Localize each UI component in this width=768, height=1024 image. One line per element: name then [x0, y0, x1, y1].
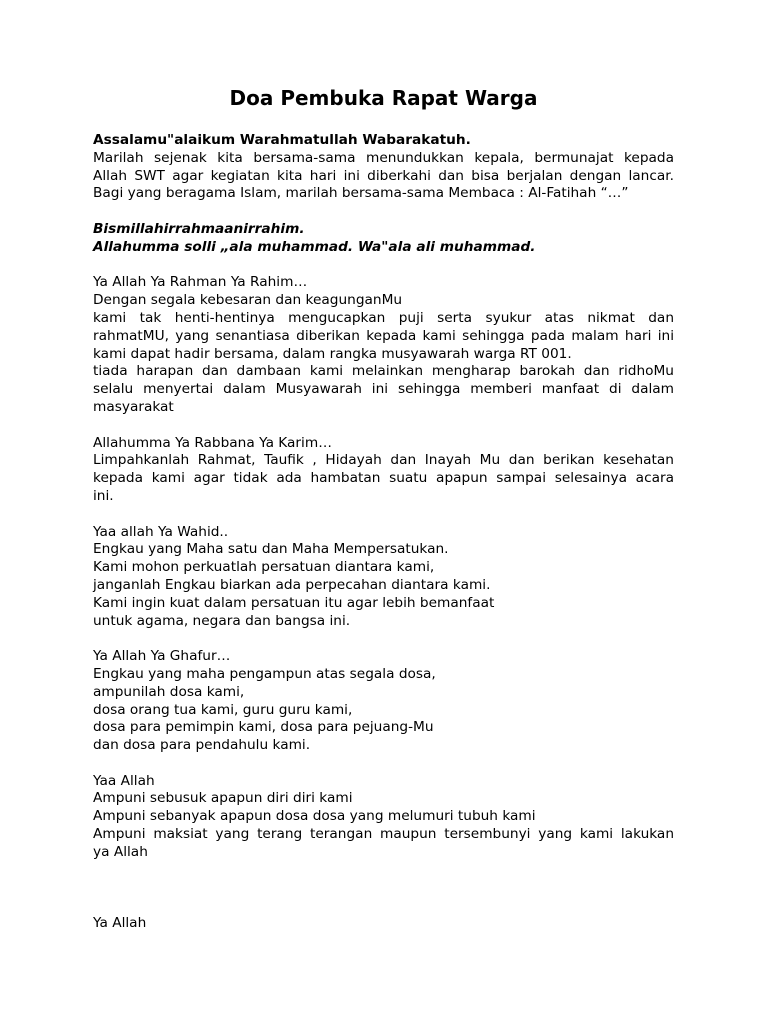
text-line: dosa orang tua kami, guru guru kami, — [93, 701, 353, 718]
text-line: Ampuni sebanyak apapun dosa dosa yang melumuri tubuh kami — [93, 808, 536, 825]
text-line: Dengan segala kebesaran dan keagunganMu — [93, 292, 403, 309]
wahid-paragraph — [93, 524, 674, 631]
text-line: Engkau yang maha pengampun atas segala dosa, — [93, 665, 436, 682]
text-line: Allah SWT agar kegiatan kita hari ini diberkahi dan bisa berjalan dengan lancar. — [93, 167, 674, 184]
text-line: ya Allah — [93, 843, 148, 860]
text-line: Limpahkanlah Rahmat, Taufik , Hidayah dan Inayah Mu dan berikan kesehatan — [93, 452, 674, 469]
ampuni-paragraph — [93, 773, 674, 862]
salam-line: Assalamu"alaikum Warahmatullah Wabarakatuh. — [93, 132, 471, 148]
text-line: Allahumma solli „ala muhammad. Wa"ala ali muhammad. — [93, 238, 536, 255]
text-line: ini. — [93, 487, 114, 504]
text-line: Engkau yang Maha satu dan Maha Mempersatukan. — [93, 541, 449, 558]
text-line: masyarakat — [93, 398, 174, 415]
text-line: untuk agama, negara dan bangsa ini. — [93, 612, 351, 629]
text-line: Ampuni maksiat yang terang terangan maupun tersembunyi yang kami lakukan — [93, 826, 674, 843]
closing-paragraph — [93, 915, 674, 933]
text-line: dosa para pemimpin kami, dosa para pejuang-Mu — [93, 719, 434, 736]
text-line: Ya Allah Ya Rahman Ya Rahim… — [93, 274, 308, 291]
text-line: janganlah Engkau biarkan ada perpecahan diantara kami. — [93, 576, 491, 593]
text-line: Kami mohon perkuatlah persatuan diantara kami, — [93, 559, 435, 576]
karim-paragraph — [93, 435, 674, 506]
text-line: Marilah sejenak kita bersama-sama menundukkan kepala, bermunajat kepada — [93, 149, 674, 166]
text-line: ampunilah dosa kami, — [93, 683, 245, 700]
text-line: Kami ingin kuat dalam persatuan itu agar lebih bemanfaat — [93, 594, 495, 611]
text-line: kami dapat hadir bersama, dalam rangka musyawarah warga RT 001. — [93, 345, 572, 362]
text-line: Ya Allah — [93, 915, 147, 932]
ghafur-paragraph — [93, 648, 674, 755]
text-line: Bismillahirrahmaanirrahim. — [93, 220, 305, 237]
text-line: Bagi yang beragama Islam, marilah bersama-sama Membaca : Al-Fatihah “…” — [93, 185, 629, 202]
rahim-paragraph — [93, 274, 674, 416]
text-line: Yaa Allah — [93, 772, 155, 789]
text-line: Allahumma Ya Rabbana Ya Karim… — [93, 434, 332, 451]
text-line: kepada kami agar tidak ada hambatan suatu apapun sampai selesainya acara — [93, 470, 674, 487]
text-line: tiada harapan dan dambaan kami melainkan mengharap barokah dan ridhoMu — [93, 363, 674, 380]
text-line: Yaa allah Ya Wahid.. — [93, 523, 229, 540]
text-line: kami tak henti-hentinya mengucapkan puji serta syukur atas nikmat dan — [93, 309, 674, 326]
text-line: rahmatMU, yang senantiasa diberikan kepada kami sehingga pada malam hari ini — [93, 327, 674, 344]
bismillah-paragraph — [93, 221, 674, 257]
text-line: dan dosa para pendahulu kami. — [93, 737, 311, 754]
text-line: Ampuni sebusuk apapun diri diri kami — [93, 790, 353, 807]
text-line: Ya Allah Ya Ghafur… — [93, 648, 231, 665]
document-page — [93, 86, 674, 933]
opening-paragraph — [93, 132, 674, 203]
document-title: Doa Pembuka Rapat Warga — [229, 86, 538, 110]
text-line: selalu menyertai dalam Musyawarah ini sehingga memberi manfaat di dalam — [93, 381, 674, 398]
